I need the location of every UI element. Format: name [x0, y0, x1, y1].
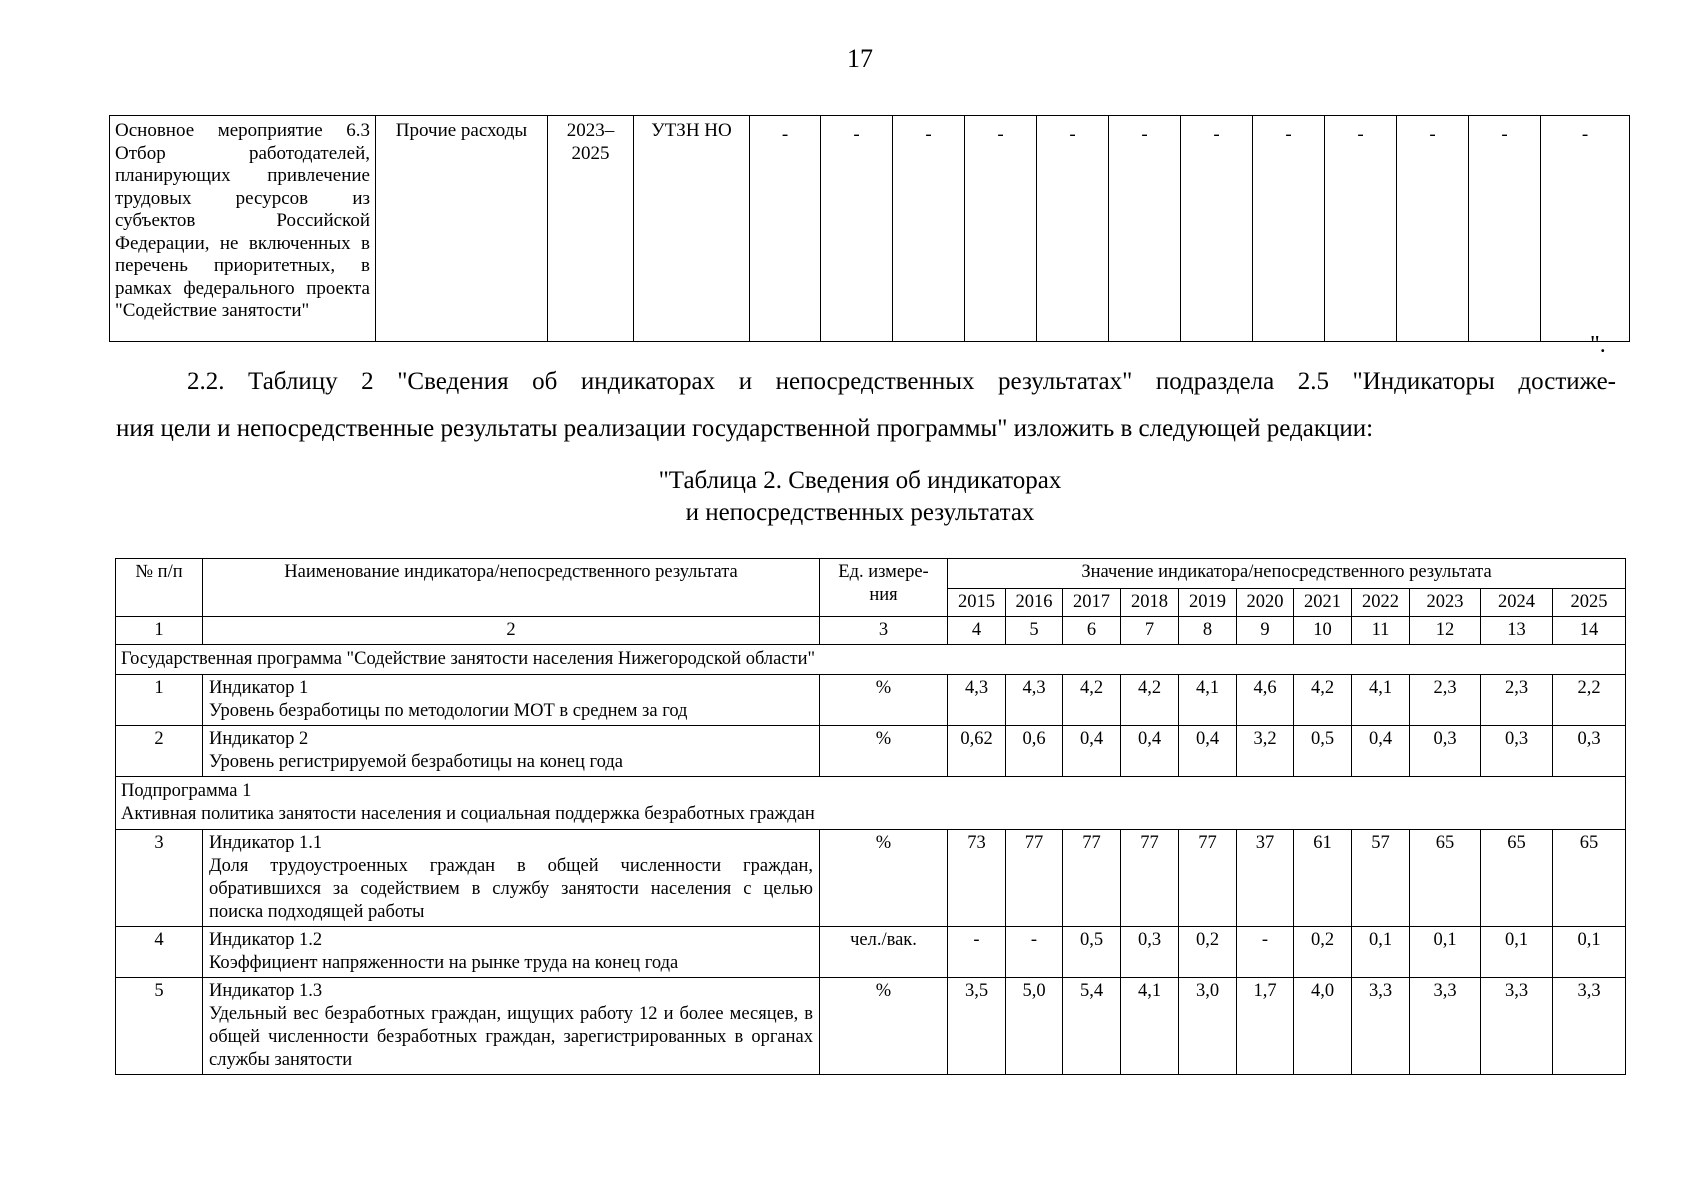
indicator-value: 61 — [1294, 830, 1352, 927]
header-row — [116, 559, 1626, 589]
indicator-value: 77 — [1063, 830, 1121, 927]
indicator-row — [116, 726, 1626, 777]
indicator-value: - — [1006, 927, 1063, 978]
table-title-line-1: "Таблица 2. Сведения об индикаторах — [658, 467, 1062, 494]
header-value: Значение индикатора/непосредственного результата — [948, 559, 1626, 589]
indicator-value: 5,4 — [1063, 978, 1121, 1075]
value-cell: - — [1037, 116, 1109, 342]
column-number: 11 — [1352, 617, 1410, 645]
unit: % — [820, 726, 948, 777]
indicator-value: - — [948, 927, 1006, 978]
indicator-value: 2,3 — [1481, 675, 1553, 726]
row-number: 1 — [116, 675, 203, 726]
indicator-value: 77 — [1179, 830, 1237, 927]
indicator-value: 57 — [1352, 830, 1410, 927]
indicator-value: 4,2 — [1063, 675, 1121, 726]
column-number: 6 — [1063, 617, 1121, 645]
column-number: 3 — [820, 617, 948, 645]
subprogram-section-row — [116, 777, 1626, 830]
value-cell: - — [750, 116, 821, 342]
header-num: № п/п — [116, 559, 203, 617]
indicator-description: Коэффициент напряженности на рынке труда на конец года — [209, 953, 679, 973]
value-cell: - — [821, 116, 893, 342]
year-header: 2023 — [1410, 589, 1481, 617]
indicator-value: 0,2 — [1179, 927, 1237, 978]
column-number: 5 — [1006, 617, 1063, 645]
year-header: 2019 — [1179, 589, 1237, 617]
indicator-value: 0,3 — [1481, 726, 1553, 777]
indicator-description: Доля трудоустроенных граждан в общей численности граждан, обратившихся за содействием в службу занятости населения с целью поиска подходящей работы — [209, 856, 813, 922]
indicator-name — [203, 675, 820, 726]
value-cell: - — [1109, 116, 1181, 342]
column-number: 8 — [1179, 617, 1237, 645]
indicator-value: 4,1 — [1121, 978, 1179, 1075]
indicator-value: 65 — [1410, 830, 1481, 927]
indicator-value: 65 — [1481, 830, 1553, 927]
indicator-value: 77 — [1006, 830, 1063, 927]
indicator-title: Индикатор 1.2 — [209, 930, 323, 950]
subprogram-indicators — [116, 830, 1626, 1075]
indicator-title: Индикатор 1.3 — [209, 981, 323, 1001]
column-numbers-row — [116, 617, 1626, 645]
indicator-description: Удельный вес безработных граждан, ищущих работу 12 и более месяцев, в общей численности безработных граждан, зарегистрированных в органах службы занятости — [209, 1004, 813, 1070]
column-number: 2 — [203, 617, 820, 645]
row-number: 2 — [116, 726, 203, 777]
indicator-description: Уровень безработицы по методологии МОТ в среднем за год — [209, 701, 688, 721]
row-number: 3 — [116, 830, 203, 927]
year-header: 2021 — [1294, 589, 1352, 617]
indicator-value: 0,1 — [1410, 927, 1481, 978]
program-indicators — [116, 675, 1626, 777]
value-cell: - — [1325, 116, 1397, 342]
expenses-table — [109, 115, 1630, 342]
year-header: 2016 — [1006, 589, 1063, 617]
program-section-row — [116, 645, 1626, 675]
year-header: 2018 — [1121, 589, 1179, 617]
indicator-value: 3,3 — [1352, 978, 1410, 1075]
indicator-value: 1,7 — [1237, 978, 1294, 1075]
indicator-value: 0,3 — [1410, 726, 1481, 777]
indicator-value: 3,0 — [1179, 978, 1237, 1075]
indicator-value: 2,3 — [1410, 675, 1481, 726]
indicator-name — [203, 978, 820, 1075]
indicator-title: Индикатор 2 — [209, 729, 309, 749]
indicator-value: 3,3 — [1481, 978, 1553, 1075]
indicator-row — [116, 830, 1626, 927]
header-name: Наименование индикатора/непосредственного результата — [203, 559, 820, 617]
indicator-row — [116, 978, 1626, 1075]
value-cell: - — [1469, 116, 1541, 342]
column-number: 14 — [1553, 617, 1626, 645]
expenses-row — [110, 116, 1630, 342]
indicator-row — [116, 675, 1626, 726]
indicator-value: 77 — [1121, 830, 1179, 927]
value-cell: - — [1181, 116, 1253, 342]
paragraph-line-1: 2.2. Таблицу 2 "Сведения об индикаторах и непосредственных результатах" подраздела 2.5 "Индикаторы достиже- — [187, 368, 1616, 395]
indicator-value: 3,3 — [1553, 978, 1626, 1075]
indicator-name — [203, 927, 820, 978]
indicator-value: 2,2 — [1553, 675, 1626, 726]
indicator-value: 4,0 — [1294, 978, 1352, 1075]
year-header: 2024 — [1481, 589, 1553, 617]
year-header: 2017 — [1063, 589, 1121, 617]
executor-cell: УТЗН НО — [634, 116, 750, 342]
indicator-value: 73 — [948, 830, 1006, 927]
indicator-value: 5,0 — [1006, 978, 1063, 1075]
indicator-value: 0,3 — [1553, 726, 1626, 777]
indicator-value: 4,1 — [1352, 675, 1410, 726]
header-unit: Ед. измере-ния — [820, 559, 948, 617]
column-number: 1 — [116, 617, 203, 645]
year-header: 2015 — [948, 589, 1006, 617]
indicator-value: 37 — [1237, 830, 1294, 927]
indicator-value: 4,1 — [1179, 675, 1237, 726]
indicators-table — [115, 558, 1626, 1075]
indicator-value: 3,2 — [1237, 726, 1294, 777]
column-number: 7 — [1121, 617, 1179, 645]
column-number: 10 — [1294, 617, 1352, 645]
indicator-value: 4,3 — [1006, 675, 1063, 726]
indicator-value: 3,3 — [1410, 978, 1481, 1075]
indicator-description: Уровень регистрируемой безработицы на конец года — [209, 752, 623, 772]
indicator-value: 4,2 — [1294, 675, 1352, 726]
year-header: 2020 — [1237, 589, 1294, 617]
indicator-name — [203, 830, 820, 927]
table-title-line-2: и непосредственных результатах — [685, 499, 1035, 526]
column-number: 9 — [1237, 617, 1294, 645]
subprogram-title-line-2: Активная политика занятости населения и социальная поддержка безработных граждан — [121, 804, 815, 824]
column-number: 13 — [1481, 617, 1553, 645]
year-header: 2025 — [1553, 589, 1626, 617]
year-header: 2022 — [1352, 589, 1410, 617]
subprogram-title — [116, 777, 1626, 830]
period-cell: 2023–2025 — [548, 116, 634, 342]
unit: % — [820, 830, 948, 927]
indicator-value: 0,2 — [1294, 927, 1352, 978]
indicator-value: - — [1237, 927, 1294, 978]
indicator-value: 0,62 — [948, 726, 1006, 777]
page-number: 17 — [847, 44, 873, 73]
indicator-value: 0,1 — [1352, 927, 1410, 978]
unit: % — [820, 978, 948, 1075]
indicator-row — [116, 927, 1626, 978]
indicator-value: 0,4 — [1179, 726, 1237, 777]
indicator-value: 0,1 — [1481, 927, 1553, 978]
indicator-value: 0,6 — [1006, 726, 1063, 777]
indicator-value: 4,2 — [1121, 675, 1179, 726]
indicator-value: 3,5 — [948, 978, 1006, 1075]
value-cell: - — [1253, 116, 1325, 342]
closing-quote: ". — [1590, 332, 1606, 358]
indicator-value: 0,1 — [1553, 927, 1626, 978]
indicator-value: 0,4 — [1121, 726, 1179, 777]
indicator-value: 0,5 — [1063, 927, 1121, 978]
unit: % — [820, 675, 948, 726]
indicator-value: 0,4 — [1063, 726, 1121, 777]
indicator-title: Индикатор 1 — [209, 678, 309, 698]
table-title — [0, 465, 1697, 529]
value-cell: - — [1541, 116, 1630, 342]
column-number: 4 — [948, 617, 1006, 645]
row-number: 5 — [116, 978, 203, 1075]
indicator-value: 4,6 — [1237, 675, 1294, 726]
activity-name-cell: Основное мероприятие 6.3 Отбор работодателей, планирующих привлечение трудовых ресурсов из субъектов Российской Федерации, не включенных в перечень приоритетных, в рамках федерального проекта "Содействие занятости" — [110, 116, 376, 342]
value-cell: - — [893, 116, 965, 342]
indicator-value: 4,3 — [948, 675, 1006, 726]
expense-type-cell: Прочие расходы — [376, 116, 548, 342]
paragraph-line-2: ния цели и непосредственные результаты реализации государственной программы" изложить в следующей редакции: — [116, 415, 1374, 442]
unit: чел./вак. — [820, 927, 948, 978]
column-number: 12 — [1410, 617, 1481, 645]
indicator-title: Индикатор 1.1 — [209, 833, 323, 853]
indicator-name — [203, 726, 820, 777]
indicator-value: 0,4 — [1352, 726, 1410, 777]
indicator-value: 65 — [1553, 830, 1626, 927]
indicator-value: 0,5 — [1294, 726, 1352, 777]
value-cell: - — [965, 116, 1037, 342]
value-cell: - — [1397, 116, 1469, 342]
row-number: 4 — [116, 927, 203, 978]
subprogram-title-line-1: Подпрограмма 1 — [121, 781, 252, 801]
indicator-value: 0,3 — [1121, 927, 1179, 978]
program-title: Государственная программа "Содействие занятости населения Нижегородской области" — [116, 645, 1626, 675]
